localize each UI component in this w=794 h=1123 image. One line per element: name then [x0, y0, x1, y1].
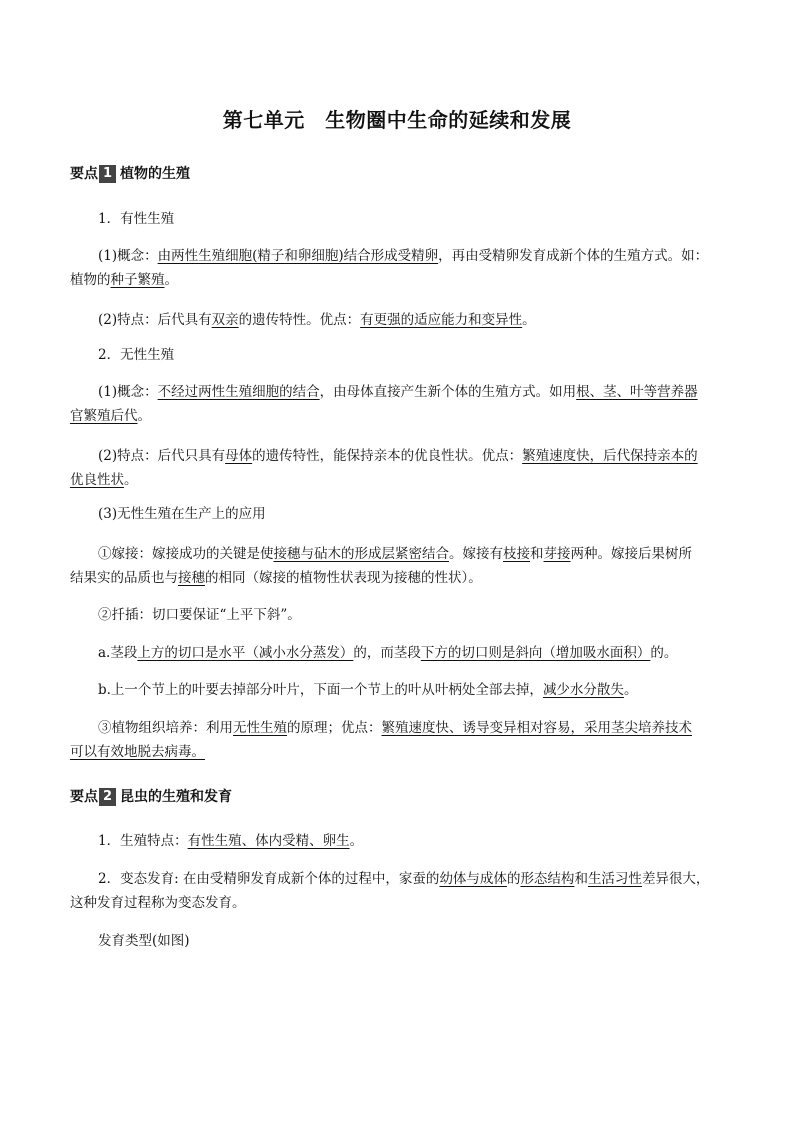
underlined-answer: 繁殖速度快、诱导变异相对容易，采用茎尖培养技术	[381, 720, 692, 736]
section-prefix: 要点	[70, 789, 98, 805]
text-segment: 发育类型(如图)	[98, 933, 190, 949]
underlined-answer: 有更强的适应能力和变异性	[360, 312, 523, 328]
text-segment: 植物的	[70, 272, 111, 288]
text-segment: 的遗传特性。优点：	[238, 312, 361, 328]
paragraph-line	[98, 444, 730, 468]
underlined-answer: 上方的切口是水平（减小水分蒸发）	[137, 645, 354, 661]
underlined-answer: 由两性生殖细胞(精子和卵细胞)结合形成受精卵	[157, 248, 439, 264]
underlined-answer: 形态结构	[520, 871, 575, 887]
paragraph-line	[98, 244, 730, 268]
paragraph-line	[98, 380, 730, 404]
underlined-answer: 幼体与成体	[439, 871, 507, 887]
text-segment: 1．生殖特点：	[98, 833, 188, 849]
text-segment: ②扦插：切口要保证“上平下斜”。	[98, 607, 301, 623]
paragraph-line	[98, 829, 730, 853]
text-segment: 1．有性生殖	[98, 211, 175, 227]
paragraph-line	[98, 929, 730, 953]
text-segment: b.上一个节上的叶要去掉部分叶片，下面一个节上的叶从叶柄处全部去掉，	[98, 682, 543, 698]
text-segment: 和	[574, 871, 588, 887]
text-segment: ，再由受精卵发育成新个体的生殖方式。如：	[438, 248, 709, 264]
paragraph-line	[98, 343, 730, 367]
paragraph-line	[98, 716, 730, 740]
text-segment: ，由母体直接产生新个体的生殖方式。如用	[319, 384, 577, 400]
text-segment: 。	[137, 408, 151, 424]
underlined-answer: 有性生殖、体内受精、卵生	[187, 833, 350, 849]
text-segment: (1)概念：	[98, 384, 158, 400]
paragraph-line	[98, 641, 730, 665]
text-segment: 这种发育过程称为变态发育。	[70, 895, 246, 911]
text-segment: 的。	[650, 645, 678, 661]
text-segment: 。	[349, 833, 364, 849]
text-segment: 的，而茎段	[353, 645, 421, 661]
paragraph-line	[98, 867, 730, 891]
underlined-answer: 下方的切口则是斜向（增加吸水面积）	[420, 645, 651, 661]
text-segment: 两种。嫁接后果树所	[570, 546, 692, 562]
paragraph-line	[98, 678, 730, 702]
text-segment: 2．无性生殖	[98, 347, 175, 363]
underlined-answer: 母体	[225, 448, 253, 464]
text-segment: 。	[124, 472, 138, 488]
underlined-answer: 枝接	[503, 546, 530, 562]
underlined-answer: 接穗与砧木的形成层紧密结合	[273, 546, 449, 562]
section-number-badge: 2	[99, 788, 116, 806]
text-segment: 。嫁接有	[449, 546, 503, 562]
underlined-answer: 官繁殖后代	[70, 408, 138, 424]
section-number-badge: 1	[99, 165, 116, 183]
text-segment: 。	[623, 682, 638, 698]
text-segment: 2．变态发育: 在由受精卵发育成新个体的过程中，家蚕的	[98, 871, 440, 887]
underlined-answer: 不经过两性生殖细胞的结合	[157, 384, 320, 400]
text-segment: 差异很大，	[641, 871, 710, 887]
text-segment: ①嫁接：嫁接成功的关键是使	[98, 546, 274, 562]
section-prefix: 要点	[70, 166, 98, 182]
underlined-answer: 双亲	[211, 312, 239, 328]
underlined-answer: 减少水分散失	[542, 682, 624, 698]
text-segment: 的原理；优点：	[287, 720, 382, 736]
text-segment: 的	[506, 871, 521, 887]
paragraph-line	[70, 891, 730, 915]
paragraph-line	[98, 502, 730, 526]
paragraph-line	[70, 404, 730, 428]
text-segment: ③植物组织培养：利用	[98, 720, 233, 736]
section-title: 植物的生殖	[120, 166, 190, 182]
text-segment: (2)特点：后代只具有	[98, 448, 226, 464]
underlined-answer: 芽接	[543, 546, 571, 562]
text-segment: (2)特点：后代具有	[98, 312, 212, 328]
underlined-answer: 生活习性	[587, 871, 642, 887]
text-segment: 。	[522, 312, 536, 328]
section-title: 昆虫的生殖和发育	[120, 789, 232, 805]
text-segment: (1)概念：	[98, 248, 158, 264]
paragraph-line	[98, 207, 730, 231]
text-segment: a.茎段	[98, 645, 138, 661]
paragraph-line	[70, 740, 730, 764]
section-heading-2	[70, 785, 730, 809]
paragraph-line	[70, 566, 730, 590]
page-title: 第七单元 生物圈中生命的延续和发展	[222, 108, 572, 132]
paragraph-line	[70, 268, 730, 292]
text-segment: (3)无性生殖在生产上的应用	[98, 506, 266, 522]
paragraph-line	[98, 603, 730, 627]
underlined-answer: 可以有效地脱去病毒。	[70, 744, 205, 760]
underlined-answer: 繁殖速度快，后代保持亲本的	[522, 448, 698, 464]
underlined-answer: 无性生殖	[233, 720, 287, 736]
text-segment: 的相同（嫁接的植物性状表现为接穗的性状）。	[205, 570, 482, 586]
underlined-answer: 根、茎、叶等营养器	[576, 384, 698, 400]
text-segment: 结果实的品质也与	[70, 570, 178, 586]
text-segment: 和	[530, 546, 544, 562]
text-segment: 。	[164, 272, 178, 288]
underlined-answer: 接穗	[178, 570, 205, 586]
underlined-answer: 优良性状	[70, 472, 124, 488]
paragraph-line	[70, 468, 730, 492]
text-segment: 的遗传特性，能保持亲本的优良性状。优点：	[252, 448, 523, 464]
paragraph-line	[98, 308, 730, 332]
underlined-answer: 种子繁殖	[110, 272, 165, 288]
paragraph-line	[98, 542, 730, 566]
section-heading-1	[70, 162, 730, 186]
